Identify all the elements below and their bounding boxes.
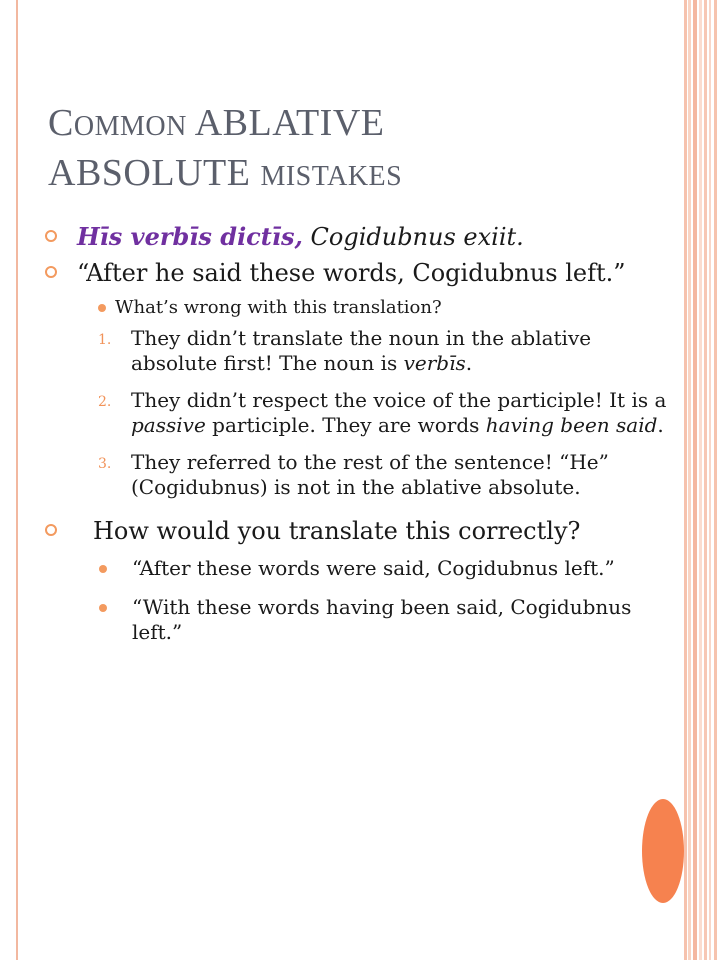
- title-word: OMMON: [73, 111, 187, 142]
- decorative-oval: [642, 799, 684, 903]
- item-text: They didn’t translate the noun in the ablative absolute first! The noun is: [131, 326, 592, 375]
- numbered-item: [45, 326, 675, 376]
- answer-item: [45, 595, 675, 645]
- item-italic: verbīs: [403, 351, 466, 375]
- decorative-band-line: [704, 0, 707, 960]
- decorative-band-line: [714, 0, 717, 960]
- bullet-dot-icon: [98, 304, 106, 312]
- item-text: They didn’t respect the voice of the participle! It is a: [131, 388, 667, 412]
- bullet-dot-icon: [99, 604, 107, 612]
- numbered-item: [45, 450, 675, 500]
- item-italic: passive: [131, 413, 206, 437]
- title-word: MISTAKES: [260, 161, 403, 192]
- title-word: ABLATIVE: [194, 102, 385, 144]
- latin-phrase: Hīs verbīs dictīs,: [77, 222, 303, 251]
- item-punct: .: [465, 351, 473, 375]
- item-number: 3.: [98, 456, 112, 472]
- left-border-line: [16, 0, 18, 960]
- answer-text: “With these words having been said, Cogidubnus left.”: [132, 595, 632, 644]
- item-italic: having been said: [485, 413, 658, 437]
- question-text: How would you translate this correctly?: [93, 517, 581, 545]
- translation-text: “After he said these words, Cogidubnus left.”: [77, 259, 626, 287]
- bullet-ring-icon: [45, 524, 57, 536]
- question-text: What’s wrong with this translation?: [115, 297, 442, 318]
- decorative-band-line: [688, 0, 691, 960]
- item-text: participle. They are words: [212, 413, 480, 437]
- bullet-latin-sentence: [45, 222, 675, 252]
- decorative-band-line: [693, 0, 697, 960]
- bullet-translation: [45, 258, 675, 288]
- title-word: ABSOLUTE: [48, 152, 251, 194]
- item-number: 2.: [98, 394, 112, 410]
- item-punct: .: [657, 413, 664, 437]
- numbered-item: [45, 388, 675, 438]
- bullet-dot-icon: [99, 565, 107, 573]
- bullet-ring-icon: [45, 230, 57, 242]
- decorative-band-line: [684, 0, 687, 960]
- title-initial: C: [48, 102, 74, 144]
- item-text: They referred to the rest of the sentence! “He” (Cogidubnus) is not in the ablative absolute.: [131, 450, 609, 499]
- slide-content: [45, 222, 675, 659]
- item-number: 1.: [98, 332, 112, 348]
- answer-item: [45, 556, 675, 581]
- decorative-band-line: [699, 0, 702, 960]
- decorative-band-line: [709, 0, 711, 960]
- bullet-ring-icon: [45, 266, 57, 278]
- sub-bullet-question: [45, 296, 675, 320]
- bullet-question: [45, 516, 675, 546]
- latin-rest: Cogidubnus exiit.: [310, 223, 524, 251]
- slide-title: [48, 100, 648, 200]
- answer-text: “After these words were said, Cogidubnus left.”: [132, 556, 615, 580]
